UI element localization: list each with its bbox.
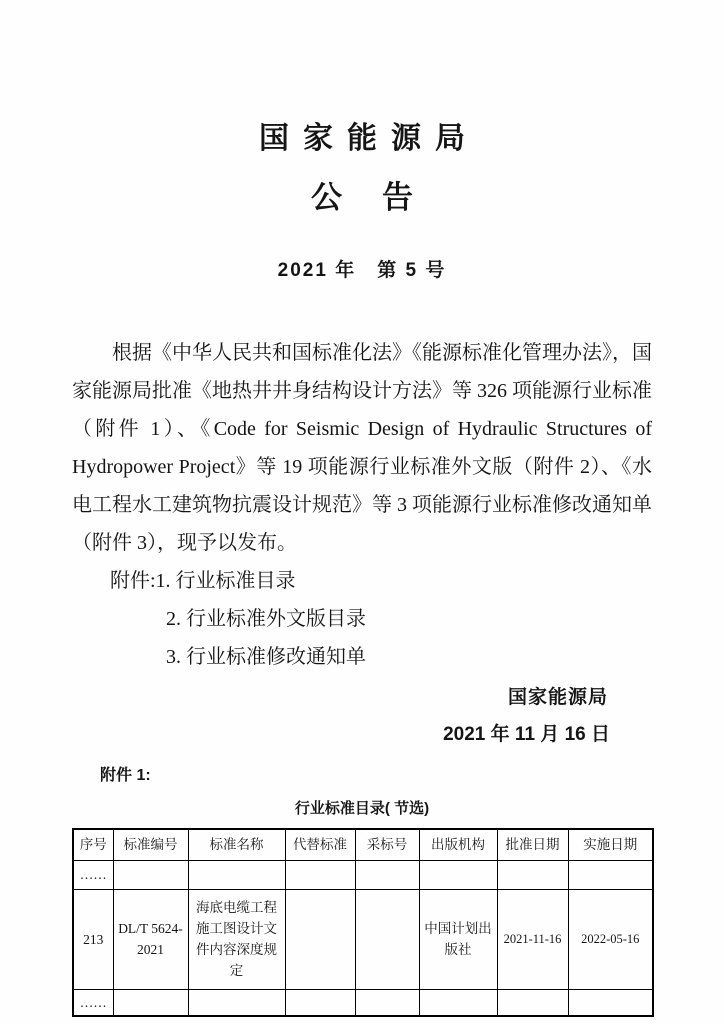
table-title: 行业标准目录( 节选) — [294, 800, 430, 818]
cell-implementation-date: 2022-05-16 — [568, 889, 653, 989]
cell-standard-name: 海底电缆工程施工图设计文件内容深度规定 — [188, 889, 285, 989]
cell-ellipsis: …… — [73, 989, 113, 1016]
cell-approval-date: 2021-11-16 — [497, 889, 568, 989]
cell-empty — [113, 989, 188, 1016]
header-replaced-standard: 代替标准 — [285, 829, 355, 860]
attachment-list-item-3: 3. 行业标准修改通知单 — [166, 646, 366, 669]
header-seq: 序号 — [73, 829, 113, 860]
signature-agency: 国家能源局 — [507, 687, 608, 709]
header-adopted-number: 采标号 — [355, 829, 419, 860]
cell-empty — [419, 860, 497, 889]
header-publisher: 出版机构 — [419, 829, 497, 860]
cell-seq: 213 — [73, 889, 113, 989]
cell-empty — [568, 860, 653, 889]
table-header-row — [73, 829, 653, 860]
cell-empty — [355, 860, 419, 889]
cell-replaced-standard — [285, 889, 355, 989]
cell-ellipsis: …… — [73, 860, 113, 889]
header-approval-date: 批准日期 — [497, 829, 568, 860]
announcement-title: 公告 — [311, 180, 453, 215]
attachment-list-item-2: 2. 行业标准外文版目录 — [166, 608, 366, 631]
cell-publisher: 中国计划出版社 — [419, 889, 497, 989]
signature-date: 2021 年 11 月 16 日 — [443, 724, 610, 746]
agency-title: 国家能源局 — [259, 122, 479, 155]
standards-table — [72, 828, 654, 1017]
cell-standard-number: DL/T 5624-2021 — [113, 889, 188, 989]
cell-empty — [419, 989, 497, 1016]
issue-number-line: 2021 年 第 5 号 — [277, 260, 447, 282]
cell-empty — [285, 989, 355, 1016]
header-standard-number: 标准编号 — [113, 829, 188, 860]
cell-empty — [497, 860, 568, 889]
table-row-ellipsis-bottom — [73, 989, 653, 1016]
cell-adopted-number — [355, 889, 419, 989]
attachment-list-item-1: 附件:1. 行业标准目录 — [110, 570, 296, 593]
cell-empty — [568, 989, 653, 1016]
header-implementation-date: 实施日期 — [568, 829, 653, 860]
cell-empty — [188, 860, 285, 889]
annex-label: 附件 1: — [100, 767, 151, 785]
header-standard-name: 标准名称 — [188, 829, 285, 860]
cell-empty — [285, 860, 355, 889]
cell-empty — [497, 989, 568, 1016]
table-row-ellipsis-top — [73, 860, 653, 889]
cell-empty — [188, 989, 285, 1016]
table-row-standard-213 — [73, 889, 653, 989]
cell-empty — [355, 989, 419, 1016]
cell-empty — [113, 860, 188, 889]
body-paragraph: 根据《中华人民共和国标准化法》《能源标准化管理办法》，国家能源局批准《地热井井身结构设计方法》等 326 项能源行业标准（附件 1）、《Code for Seismic Design of Hydraulic Structures of Hydropower Project》等 19 项能源行业标准外文版（附件 2）、《水电工程水工建筑物抗震设计规范》等 3 项能源行业标准修改通知单（附件 3），现予以发布。 — [72, 342, 652, 555]
